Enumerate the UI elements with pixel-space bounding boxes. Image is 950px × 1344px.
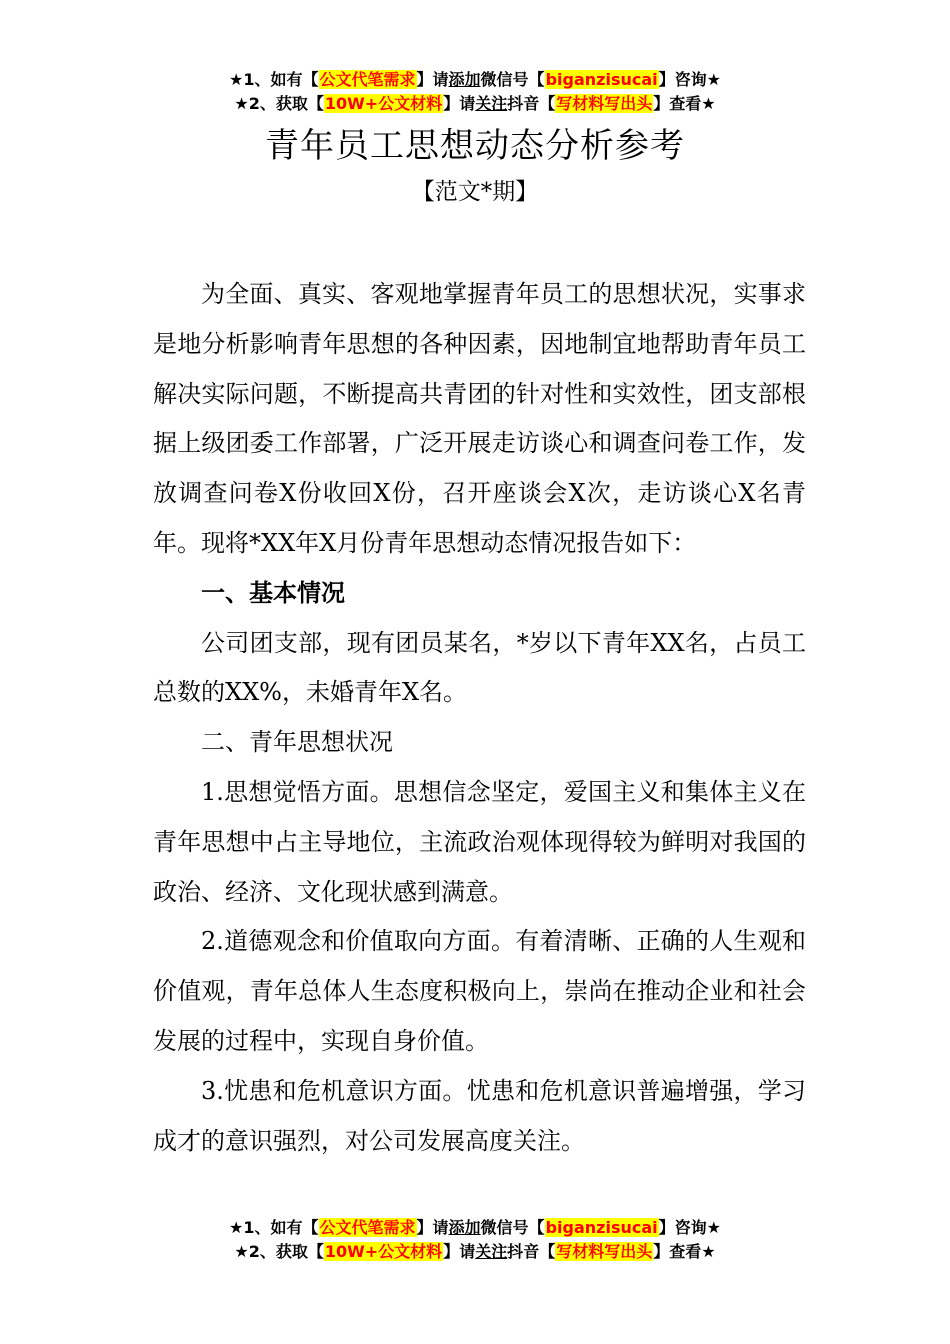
- document-body: [153, 270, 806, 1166]
- promo-banner-top: [0, 68, 950, 116]
- douyin-id-highlight: 写材料写出头: [556, 1242, 653, 1261]
- promo-line-2: ★2、获取【10W+公文材料】请关注抖音【写材料写出头】查看★: [234, 1242, 716, 1261]
- document-title: 青年员工思想动态分析参考: [265, 126, 685, 166]
- intro-paragraph: 为全面、真实、客观地掌握青年员工的思想状况，实事求是地分析影响青年思想的各种因素，因地制宜地帮助青年员工解决实际问题，不断提高共青团的针对性和实效性，团支部根据上级团委工作部署，广泛开展走访谈心和调查问卷工作，发放调查问卷X份收回X份，召开座谈会X次，走访谈心X名青年。现将*XX年X月份青年思想动态情况报告如下：: [153, 280, 806, 557]
- list-item: 3.忧患和危机意识方面。忧患和危机意识普遍增强，学习成才的意识强烈，对公司发展高度关注。: [153, 1076, 806, 1155]
- wechat-id-highlight: biganzisucai: [545, 1218, 658, 1237]
- section-paragraph-basic: 公司团支部，现有团员某名，*岁以下青年XX名，占员工总数的XX%，未婚青年X名。: [153, 628, 806, 707]
- service-highlight: 公文代笔需求: [319, 70, 416, 89]
- section-heading-basic: 一、基本情况: [201, 578, 345, 607]
- promo-line-1: ★1、如有【公文代笔需求】请添加微信号【biganzisucai】咨询★: [229, 1218, 721, 1237]
- promo-line-2: ★2、获取【10W+公文材料】请关注抖音【写材料写出头】查看★: [234, 94, 716, 113]
- list-item: 1.思想觉悟方面。思想信念坚定，爱国主义和集体主义在青年思想中占主导地位，主流政治观体现得较为鲜明对我国的政治、经济、文化现状感到满意。: [153, 777, 806, 906]
- promo-line-1: ★1、如有【公文代笔需求】请添加微信号【biganzisucai】咨询★: [229, 70, 721, 89]
- materials-highlight: 10W+公文材料: [324, 1242, 443, 1261]
- wechat-id-highlight: biganzisucai: [545, 70, 658, 89]
- douyin-id-highlight: 写材料写出头: [556, 94, 653, 113]
- document-subtitle: 【范文*期】: [411, 179, 539, 205]
- service-highlight: 公文代笔需求: [319, 1218, 416, 1237]
- materials-highlight: 10W+公文材料: [324, 94, 443, 113]
- promo-banner-bottom: [0, 1216, 950, 1264]
- section-heading-thought: 二、青年思想状况: [201, 728, 393, 757]
- list-item: 2.道德观念和价值取向方面。有着清晰、正确的人生观和价值观，青年总体人生态度积极向上，崇尚在推动企业和社会发展的过程中，实现自身价值。: [153, 927, 806, 1055]
